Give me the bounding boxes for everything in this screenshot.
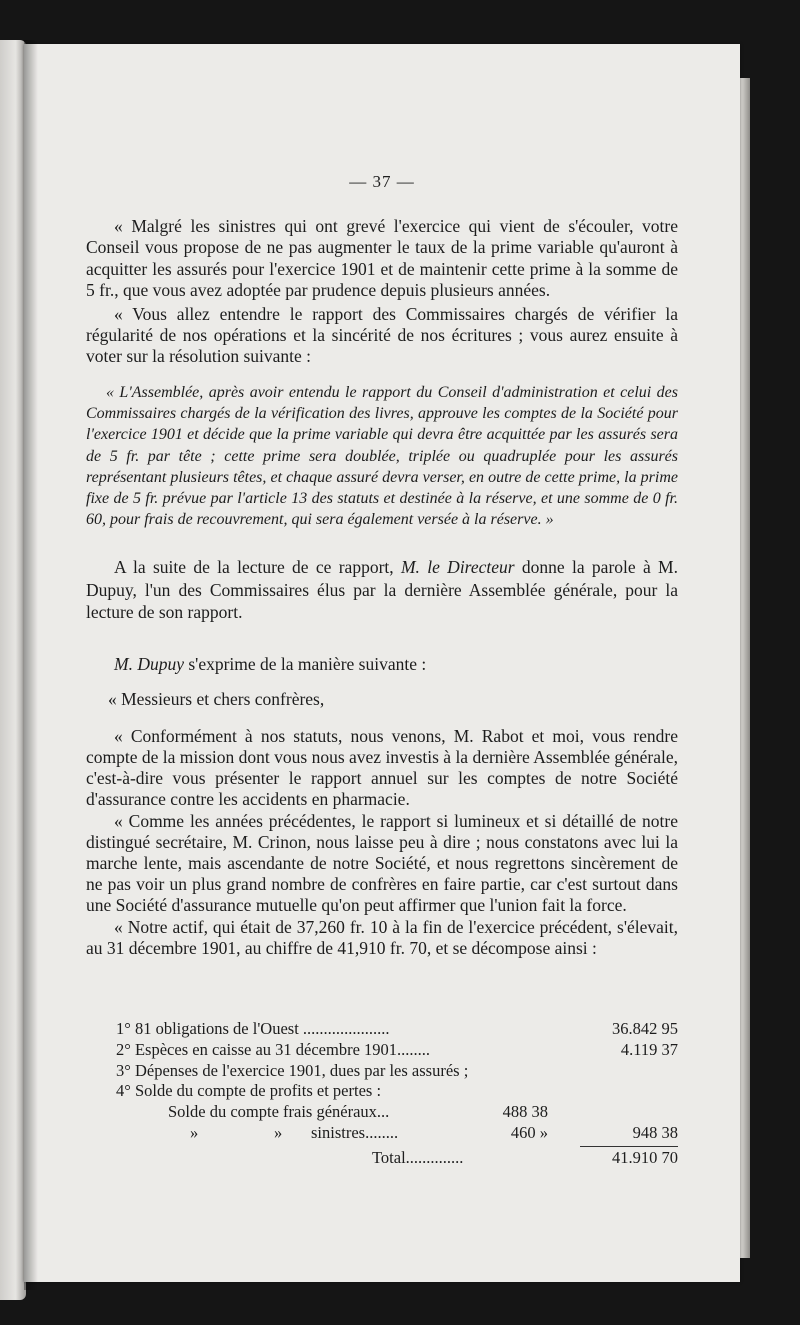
paragraph-conformement: « Conformément à nos statuts, nous venons, M. Rabot et moi, vous rendre compte de la mission dont vous nous avez investis à la dernière Assemblée générale, c'est-à-dire vous présenter le rapport annuel sur les comptes de notre Société d'assurance contre les accidents en pharmacie. [86, 726, 678, 809]
ledger-label: 2° Espèces en caisse au 31 décembre 1901........ [116, 1039, 431, 1059]
asset-ledger [86, 1019, 678, 1169]
ledger-subrow-sinistres [86, 1123, 678, 1144]
body-text-top [86, 216, 678, 368]
ledger-subrow-general [86, 1102, 678, 1123]
ledger-subtotal: 948 38 [632, 1122, 678, 1142]
ledger-row [86, 1081, 678, 1102]
paragraph-premium: « Malgré les sinistres qui ont grevé l'exercice qui vient de s'écouler, votre Conseil vous propose de ne pas augmenter le taux de la prime variable qu'auront à acquitter les assurés pour l'exercice 1901 et de maintenir cette prime à la somme de 5 fr., que vous avez adoptée par prudence depuis plusieurs années. [86, 216, 678, 301]
report-body [86, 726, 678, 959]
resolution-text [86, 382, 678, 530]
spine-shadow [24, 40, 38, 1290]
ditto-mark: » [190, 1122, 199, 1142]
ledger-total-row [86, 1148, 678, 1169]
paragraph-annees-precedentes: « Comme les années précédentes, le rapport si lumineux et si détaillé de notre distingué secrétaire, M. Crinon, nous laisse peu à dire ; nous constatons avec lui la marche lente, mais ascendante de notre Société, et nous regrettons sincèrement de ne pas voir un plus grand nombre de confrères en faire partie, car c'est surtout dans une Société d'assurance mutuelle qu'on peut affirmer que l'union fait la force. [86, 811, 678, 915]
ledger-sub-label: sinistres........ [311, 1122, 399, 1142]
left-page-edge [0, 40, 26, 1300]
book-page [24, 44, 740, 1282]
paragraph-commissioners: « Vous allez entendre le rapport des Commissaires chargés de vérifier la régularité de nos opérations et la sincérité de nos écritures ; vous aurez ensuite à voter sur la résolution suivante : [86, 303, 678, 367]
salutation-block [86, 689, 678, 710]
director-name: M. le Directeur [400, 557, 515, 577]
ledger-label: 3° Dépenses de l'exercice 1901, dues par les assurés ; [116, 1060, 469, 1080]
salutation: « Messieurs et chers confrères, [108, 689, 325, 709]
ledger-amount: 36.842 95 [612, 1019, 678, 1038]
paragraph-actif: « Notre actif, qui était de 37,260 fr. 10 à la fin de l'exercice précédent, s'élevait, au 31 décembre 1901, au chiffre de 41,910 fr. 70, et se décompose ainsi : [86, 917, 678, 958]
resolution-paragraph: « L'Assemblée, après avoir entendu le rapport du Conseil d'administration et celui des Commissaires chargés de la vérification des livres, approuve les comptes de la Société pour l'exercice 1901 et décide que la prime variable qui devra être acquittée par les assurés sera de 5 fr. par tête ; cette prime sera doublée, triplée ou quadruplée pour les assurés représentant plusieurs têtes, et chaque assuré devra verser, en outre de cette prime, la prime fixe de 5 fr. prévue par l'article 13 des statuts et destinée à la réserve, et une somme de 0 fr. 60, pour frais de recouvrement, qui sera également versée à la réserve. » [86, 384, 678, 529]
ledger-sub-label: Solde du compte frais généraux... [168, 1102, 390, 1122]
total-value: 41.910 70 [612, 1147, 678, 1167]
ledger-row [86, 1061, 678, 1082]
ledger-label: 4° Solde du compte de profits et pertes : [116, 1081, 382, 1101]
dupuy-intro-block [86, 654, 678, 675]
ledger-sub-value: 460 » [510, 1122, 548, 1142]
director-paragraph-block [86, 556, 678, 624]
ditto-mark: » [274, 1122, 283, 1142]
ledger-label: 1° 81 obligations de l'Ouest ..................... [116, 1019, 390, 1038]
paragraph-dupuy-intro: M. Dupuy s'exprime de la manière suivante : [114, 654, 427, 674]
ledger-row [86, 1040, 678, 1061]
ledger-amount: 4.119 37 [620, 1039, 678, 1059]
ledger-row [86, 1019, 678, 1040]
paragraph-director: A la suite de la lecture de ce rapport, M. le Directeur donne la parole à M. Dupuy, l'un des Commissaires élus par la dernière Assemblée générale, pour la lecture de son rapport. [86, 557, 678, 622]
total-label: Total.............. [372, 1147, 464, 1167]
page-number: — 37 — [349, 172, 415, 191]
ledger-sub-value: 488 38 [502, 1102, 548, 1122]
dupuy-name: M. Dupuy [114, 654, 184, 674]
